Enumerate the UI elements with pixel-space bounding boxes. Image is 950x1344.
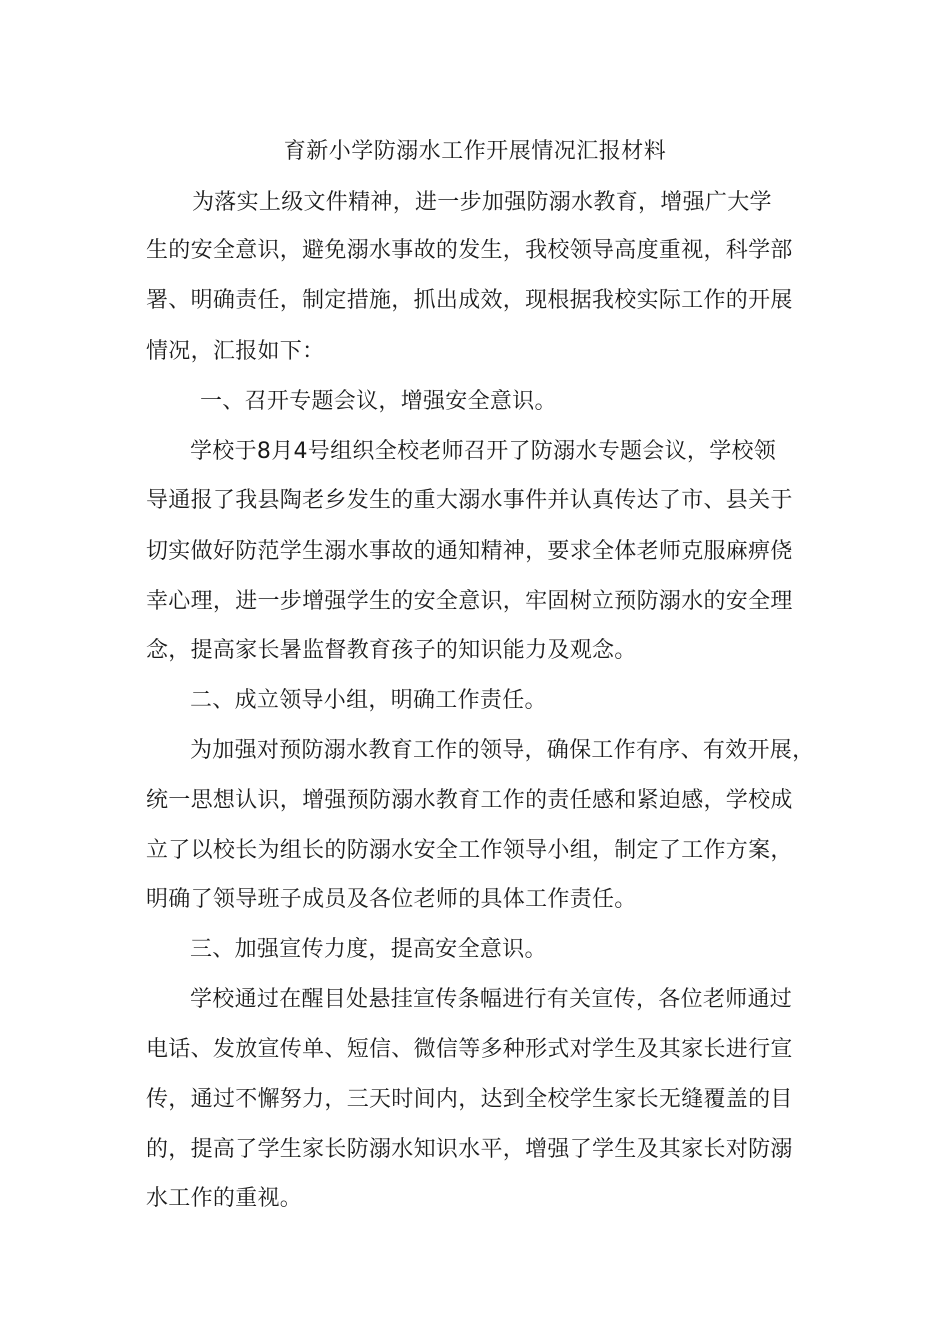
paragraph-line: 为落实上级文件精神，进一步加强防溺水教育，增强广大学 [192, 190, 772, 215]
paragraph-line: 学校于8月4号组织全校老师召开了防溺水专题会议，学校领 [190, 439, 777, 464]
paragraph-line: 学校通过在醒目处悬挂宣传条幅进行有关宣传，各位老师通过 [190, 987, 793, 1012]
paragraph-line: 的，提高了学生家长防溺水知识水平，增强了学生及其家长对防溺 [146, 1137, 793, 1162]
document-title: 育新小学防溺水工作开展情况汇报材料 [283, 139, 667, 164]
paragraph-line: 立了以校长为组长的防溺水安全工作领导小组，制定了工作方案， [146, 838, 793, 863]
paragraph-line: 切实做好防范学生溺水事故的通知精神，要求全体老师克服麻痹侥 [146, 539, 793, 564]
paragraph-line: 幸心理，进一步增强学生的安全意识，牢固树立预防溺水的安全理 [146, 589, 793, 614]
paragraph-line: 电话、发放宣传单、短信、微信等多种形式对学生及其家长进行宣 [146, 1037, 793, 1062]
section-heading: 二、成立领导小组，明确工作责任。 [190, 688, 547, 713]
paragraph-line: 水工作的重视。 [146, 1186, 303, 1211]
section-heading: 一、召开专题会议，增强安全意识。 [200, 389, 557, 414]
paragraph-line: 情况，汇报如下： [146, 339, 325, 364]
paragraph-line: 念，提高家长暑监督教育孩子的知识能力及观念。 [146, 638, 637, 663]
paragraph-line: 生的安全意识，避免溺水事故的发生，我校领导高度重视，科学部 [146, 238, 793, 263]
section-heading: 三、加强宣传力度，提高安全意识。 [190, 937, 547, 962]
paragraph-line: 统一思想认识，增强预防溺水教育工作的责任感和紧迫感，学校成 [146, 788, 793, 813]
paragraph-line: 明确了领导班子成员及各位老师的具体工作责任。 [146, 887, 637, 912]
paragraph-line: 导通报了我县陶老乡发生的重大溺水事件并认真传达了市、县关于 [146, 488, 793, 513]
paragraph-line: 传，通过不懈努力，三天时间内，达到全校学生家长无缝覆盖的目 [146, 1087, 793, 1112]
paragraph-line: 署、明确责任，制定措施，抓出成效，现根据我校实际工作的开展 [146, 288, 793, 313]
paragraph-line: 为加强对预防溺水教育工作的领导，确保工作有序、有效开展， [190, 738, 815, 763]
